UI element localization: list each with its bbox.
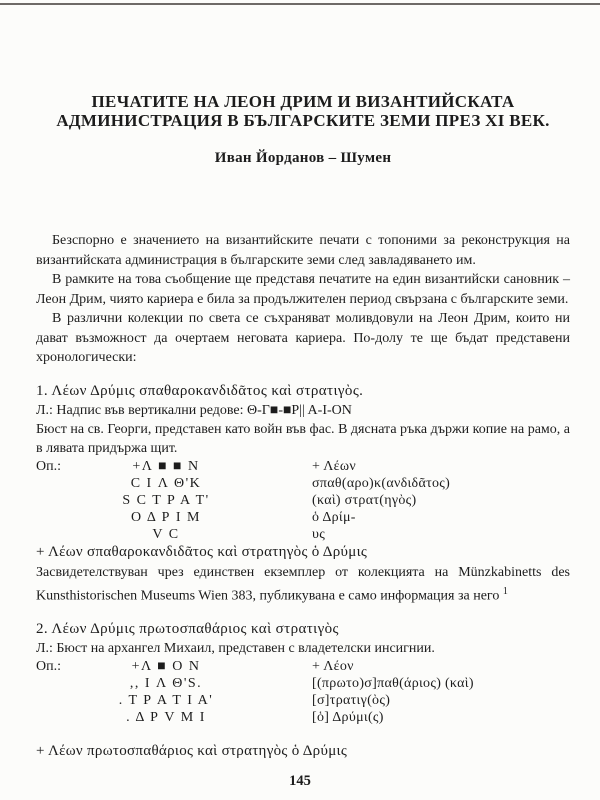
reverse-label: Оп.: bbox=[36, 659, 61, 675]
paragraph: В различни колекции по света се съхраняват моливдовули на Леон Дрим, които ни дават възможност да очертаем неговата кариера. По-долу те ще бъдат представени хронологически: bbox=[36, 311, 570, 365]
inscription-reading: + Λέων bbox=[312, 458, 356, 474]
inscription-row bbox=[36, 709, 570, 726]
inscription-row bbox=[36, 458, 570, 475]
inscription-block bbox=[36, 458, 570, 543]
inscription-letters: Ο Δ Ρ Ι Μ bbox=[131, 509, 201, 525]
obverse-description: Бюст на св. Георги, представен като войн във фас. В дясната ръка държи копие на рамо, а в лявата придържа щит. bbox=[36, 421, 570, 456]
inscription-letters: +Λ ■ Ο Ν bbox=[131, 659, 201, 675]
inscription-reading: ὁ Δρίμ- bbox=[312, 509, 356, 525]
inscription-block bbox=[36, 658, 570, 726]
inscription-reading: [(πρωτο)σ]παθ(άριος) (καὶ) bbox=[312, 676, 474, 692]
inscription-row bbox=[36, 526, 570, 543]
inscription-letters: . Δ Ρ V Μ Ι bbox=[126, 710, 206, 726]
page-content bbox=[36, 0, 570, 761]
inscription-row bbox=[36, 675, 570, 692]
inscription-resolution: + Λέων σπαθαροκανδιδᾶτος καὶ στρατηγὸς ὁ Δρύμις bbox=[36, 543, 368, 560]
footnote-reference: 1 bbox=[502, 586, 508, 597]
obverse-line: Л.: Бюст на архангел Михаил, представен с владетелски инсигнии. bbox=[36, 641, 435, 657]
article-title-line2: АДМИНИСТРАЦИЯ В БЪЛГАРСКИТЕ ЗЕМИ ПРЕЗ XI ВЕК. bbox=[56, 111, 550, 130]
commentary-text: Засвидетелствуван чрез единствен екземплер от колекцията на Münzkabinetts des Kunsthistorischen Museums Wien 383, публикувана е само информация за него bbox=[36, 564, 570, 604]
inscription-letters: S C T P A T' bbox=[122, 492, 210, 508]
inscription-reading: σπαθ(αρο)κ(ανδιδᾶτος) bbox=[312, 475, 451, 491]
inscription-reading: [σ]τρατιγ(ὸς) bbox=[312, 693, 391, 709]
reverse-label: Оп.: bbox=[36, 458, 61, 474]
inscription-letters: +Λ ■ ■ Ν bbox=[132, 458, 200, 474]
inscription-letters: C I Λ Θ'Κ bbox=[130, 475, 202, 491]
inscription-row bbox=[36, 692, 570, 709]
inscription-letters: V C bbox=[152, 526, 180, 542]
paragraph: Безспорно е значението на византийските печати с топоними за реконструкция на византийската администрация в българските земи след завладяването им. bbox=[36, 233, 570, 268]
article-body bbox=[36, 231, 570, 761]
inscription-resolution: + Λέων πρωτοσπαθάριος καὶ στρατηγὸς ὁ Δρύμις bbox=[36, 743, 348, 760]
obverse-line: Л.: Надпис във вертикални редове: Θ-Γ■-■Ρ|| Α-Ι-ΟΝ bbox=[36, 402, 352, 418]
seal-entry-2 bbox=[36, 619, 570, 761]
inscription-letters: . Τ Ρ Α Τ Ι Α' bbox=[118, 693, 214, 709]
inscription-row bbox=[36, 658, 570, 675]
entry-commentary bbox=[36, 563, 570, 607]
entry-heading: 2. Λέων Δρύμις πρωτοσπαθάριος καὶ στρατιγὸς bbox=[36, 621, 339, 638]
inscription-reading: υς bbox=[312, 526, 326, 542]
inscription-letters: ,, I Λ Θ'S. bbox=[129, 676, 203, 692]
page-number: 145 bbox=[289, 773, 311, 789]
article-title-line1: ПЕЧАТИТЕ НА ЛЕОН ДРИМ И ВИЗАНТИЙСКАТА bbox=[91, 92, 515, 111]
inscription-row bbox=[36, 492, 570, 509]
inscription-row bbox=[36, 475, 570, 492]
seal-entry-1 bbox=[36, 381, 570, 607]
entry-heading: 1. Λέων Δρύμις σπαθαροκανδιδᾶτος καὶ στρατιγὸς. bbox=[36, 382, 364, 399]
inscription-reading: (καὶ) στρατ(ηγὸς) bbox=[312, 492, 417, 508]
inscription-row bbox=[36, 509, 570, 526]
article-author: Иван Йорданов – Шумен bbox=[214, 150, 392, 166]
article-title bbox=[36, 92, 570, 130]
inscription-reading: + Λέον bbox=[312, 659, 354, 675]
paragraph: В рамките на това съобщение ще представя печатите на един византийски сановник – Леон Дрим, чиято кариера е била за продължителен период свързана с българските земи. bbox=[36, 272, 570, 307]
inscription-reading: [ὁ] Δρύμι(ς) bbox=[312, 710, 384, 726]
